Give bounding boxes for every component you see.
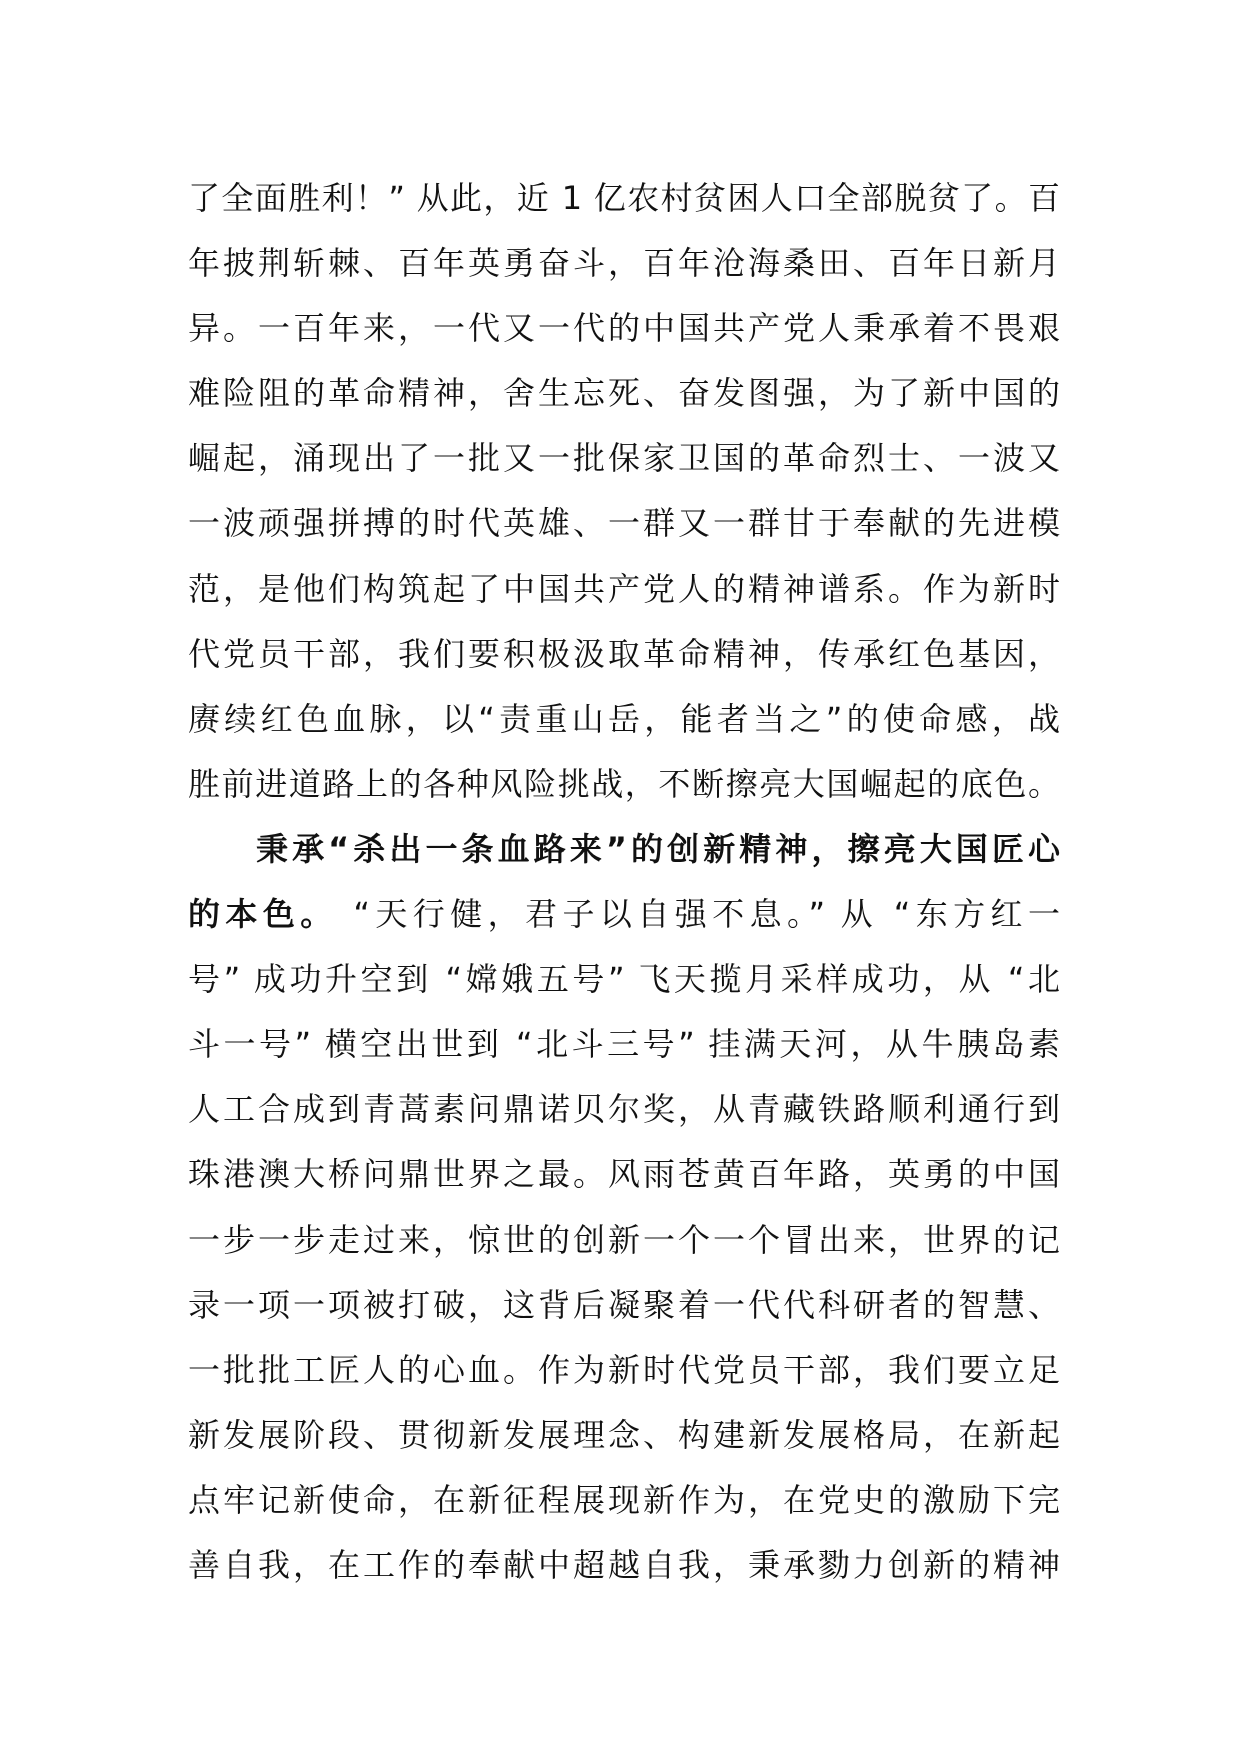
text-line: 赓续红色血脉，以“责重山岳，能者当之”的使命感，战 xyxy=(188,699,1060,738)
text-line: 珠港澳大桥问鼎世界之最。风雨苍黄百年路，英勇的中国 xyxy=(188,1155,1060,1194)
body-text xyxy=(188,166,1060,1598)
section-heading: 秉承“杀出一条血路来”的创新精神，擦亮大国匠心 xyxy=(256,829,1060,868)
text-line: 一步一步走过来，惊世的创新一个一个冒出来，世界的记 xyxy=(188,1220,1060,1259)
text-line: 人工合成到青蒿素问鼎诺贝尔奖，从青藏铁路顺利通行到 xyxy=(188,1090,1060,1129)
text-line: 新发展阶段、贯彻新发展理念、构建新发展格局，在新起 xyxy=(188,1415,1060,1454)
quote-text: “天行健，君子以自强不息。” 从 “东方红一 xyxy=(353,895,1060,934)
text-line: 年披荆斩棘、百年英勇奋斗，百年沧海桑田、百年日新月 xyxy=(188,244,1060,283)
text-line: 点牢记新使命，在新征程展现新作为，在党史的激励下完 xyxy=(188,1480,1060,1519)
text-line: 斗一号” 横空出世到 “北斗三号” 挂满天河，从牛胰岛素 xyxy=(188,1025,1060,1064)
text-line: 了全面胜利！” 从此，近 1 亿农村贫困人口全部脱贫了。百 xyxy=(188,179,1060,217)
text-line: 代党员干部，我们要积极汲取革命精神，传承红色基因， xyxy=(188,634,1060,673)
text-line: 难险阻的革命精神，舍生忘死、奋发图强，为了新中国的 xyxy=(188,374,1060,413)
text-line: 一批批工匠人的心血。作为新时代党员干部，我们要立足 xyxy=(188,1350,1060,1389)
text-line: 胜前进道路上的各种风险挑战，不断擦亮大国崛起的底色。 xyxy=(188,764,1060,803)
text-line: 范，是他们构筑起了中国共产党人的精神谱系。作为新时 xyxy=(188,569,1060,608)
text-line: 善自我，在工作的奉献中超越自我，秉承勠力创新的精神 xyxy=(188,1545,1060,1584)
text-line-heading-continuation xyxy=(188,882,1060,947)
text-line: 异。一百年来，一代又一代的中国共产党人秉承着不畏艰 xyxy=(188,309,1060,348)
text-line: 崛起，涌现出了一批又一批保家卫国的革命烈士、一波又 xyxy=(188,439,1060,478)
section-heading-end: 的本色。 xyxy=(188,895,338,934)
text-line: 一波顽强拼搏的时代英雄、一群又一群甘于奉献的先进模 xyxy=(188,504,1060,543)
text-line: 号” 成功升空到 “嫦娥五号” 飞天揽月采样成功，从 “北 xyxy=(188,960,1060,999)
text-line: 录一项一项被打破，这背后凝聚着一代代科研者的智慧、 xyxy=(188,1285,1060,1324)
